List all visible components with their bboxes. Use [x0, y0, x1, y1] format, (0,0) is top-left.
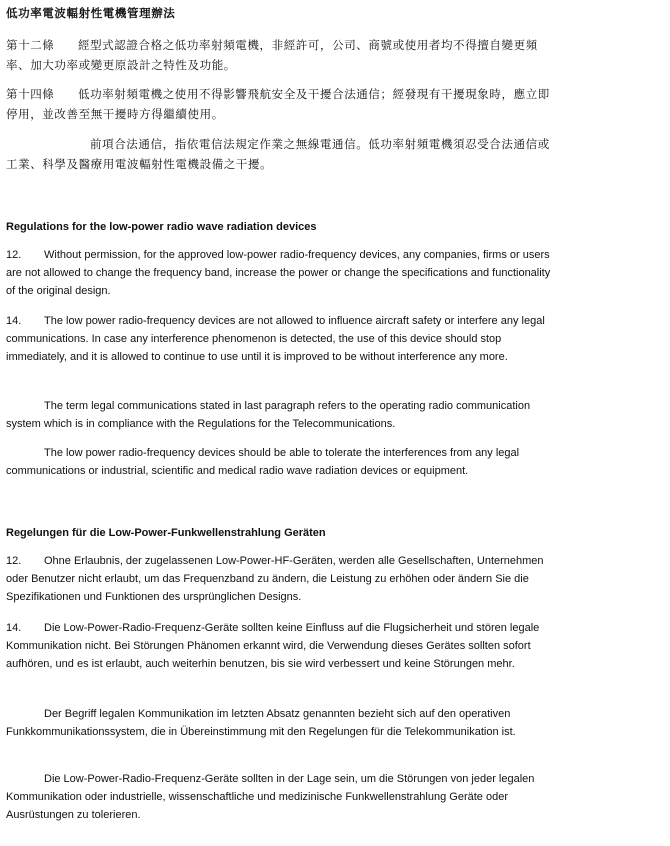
zh-article-12: [6, 35, 554, 75]
en-title: Regulations for the low-power radio wave radiation devices: [6, 221, 317, 233]
zh-article-12-number: 第十二條: [6, 38, 55, 52]
de-paragraph-3: [6, 705, 554, 741]
zh-paragraph-3: [6, 134, 554, 174]
en-article-12-number: 12.: [6, 249, 22, 261]
en-paragraph-3: [6, 397, 554, 433]
zh-title: 低功率電波輻射性電機管理辦法: [6, 6, 176, 20]
de-paragraph-3-text: Der Begriff legalen Kommunikation im letzten Absatz genannten bezieht sich auf den operativen Funkkommunikationssystem, die in Übereinstimmung mit den Regelungen für die Telekommunikation ist.: [6, 708, 516, 738]
zh-article-14-number: 第十四條: [6, 87, 55, 101]
en-article-14-number: 14.: [6, 315, 22, 327]
en-article-12-text: Without permission, for the approved low-power radio-frequency devices, any companies, firms or users are not allowed to change the frequency band, increase the power or change the specifications and functionality of the original design.: [6, 249, 551, 297]
de-article-12-number: 12.: [6, 555, 22, 567]
zh-paragraph-3-text: 前項合法通信，指依電信法規定作業之無線電通信。低功率射頻電機須忍受合法通信或工業、科學及醫療用電波輻射性電機設備之干擾。: [6, 137, 550, 171]
en-article-14-text: The low power radio-frequency devices are not allowed to influence aircraft safety or interfere any legal communications. In case any interference phenomenon is detected, the use of this device should stop immediately, and it is allowed to continue to use until it is improved to be without interference any more.: [6, 315, 545, 363]
en-article-14: [6, 312, 554, 366]
en-paragraph-4: [6, 444, 554, 480]
zh-article-12-text: 經型式認證合格之低功率射頻電機，非經許可，公司、商號或使用者均不得擅自變更頻率、加大功率或變更原設計之特性及功能。: [6, 38, 538, 72]
de-article-14-number: 14.: [6, 622, 22, 634]
de-paragraph-4-text: Die Low-Power-Radio-Frequenz-Geräte sollten in der Lage sein, um die Störungen von jeder legalen Kommunikation oder industrielle, wissenschaftliche und medizinische Funkwellenstrahlung Geräte oder Ausrüstungen zu tolerieren.: [6, 773, 535, 821]
en-paragraph-4-text: The low power radio-frequency devices should be able to tolerate the interferences from any legal communications or industrial, scientific and medical radio wave radiation devices or equipment.: [6, 447, 520, 477]
de-article-14: [6, 619, 554, 673]
de-article-12-text: Ohne Erlaubnis, der zugelassenen Low-Power-HF-Geräten, werden alle Gesellschaften, Unternehmen oder Benutzer nicht erlaubt, um das Frequenzband zu ändern, die Leistung zu erhöhen oder ändern Sie die Spezifikationen und Funktionen des ursprünglichen Designs.: [6, 555, 544, 603]
en-paragraph-3-text: The term legal communications stated in last paragraph refers to the operating radio communication system which is in compliance with the Regulations for the Telecommunications.: [6, 400, 531, 430]
zh-article-14-text: 低功率射頻電機之使用不得影響飛航安全及干擾合法通信；經發現有干擾現象時，應立即停用，並改善至無干擾時方得繼續使用。: [6, 87, 550, 121]
zh-article-14: [6, 84, 554, 124]
de-article-14-text: Die Low-Power-Radio-Frequenz-Geräte sollten keine Einfluss auf die Flugsicherheit und stören legale Kommunikation nicht. Bei Störungen Phänomen erkannt wird, die Verwendung dieses Gerätes sollten sofort aufhören, und es ist erlaubt, auch weiterhin benutzen, bis sie wird verbessert und keine Störungen mehr.: [6, 622, 540, 670]
en-article-12: [6, 246, 554, 300]
de-paragraph-4: [6, 770, 554, 824]
de-title: Regelungen für die Low-Power-Funkwellenstrahlung Geräten: [6, 527, 326, 539]
de-article-12: [6, 552, 554, 606]
